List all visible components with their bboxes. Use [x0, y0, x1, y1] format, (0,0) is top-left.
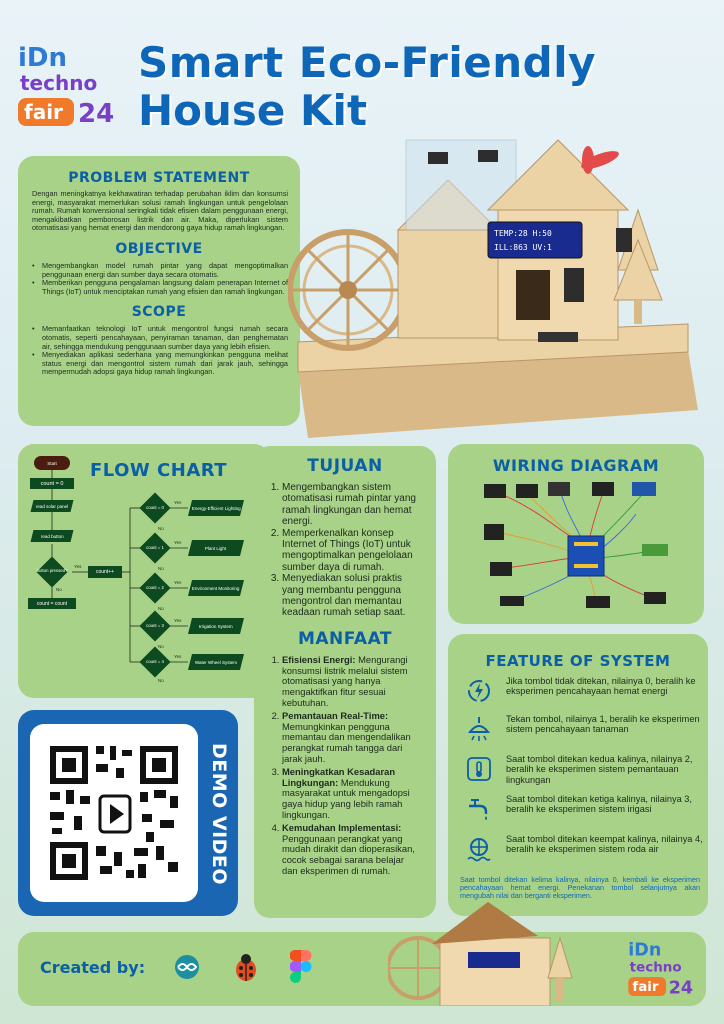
tujuan-list	[254, 482, 436, 619]
flow-read-button: read button	[31, 530, 74, 542]
feature-text: Jika tombol tidak ditekan, nilainya 0, beralih ke eksperimen pencahayaan hemat energi	[506, 676, 696, 697]
created-by-label: Created by:	[40, 958, 146, 977]
svg-text:iDn: iDn	[628, 940, 662, 961]
feature-panel	[448, 634, 708, 916]
feature-heading: FEATURE OF SYSTEM	[485, 652, 671, 670]
feature-text: Tekan tombol, nilainya 1, beralih ke eksperimen sistem pencahayaan tanaman	[506, 714, 700, 735]
manfaat-item	[282, 823, 422, 877]
tujuan-item: 3. Menyediakan solusi praktis yang membantu pengguna mengontrol dan memantau keadaan rumah setiap saat.	[282, 573, 422, 619]
demo-video-panel[interactable]	[18, 710, 238, 916]
manfaat-item-text: Memungkinkan pengguna memantau dan mengendalikan perangkat rumah tangga dari jarak jauh.	[282, 720, 411, 765]
thermometer-icon	[466, 756, 492, 782]
svg-text:fair: fair	[632, 979, 659, 996]
techno-fair-logo	[16, 40, 120, 132]
demo-video-label: DEMO VIDEO	[208, 742, 231, 886]
logo-year: 24	[78, 99, 115, 129]
flow-count-init: count = 0	[30, 478, 74, 489]
qr-code-pattern	[30, 724, 198, 902]
feature-note: Saat tombol ditekan kelima kalinya, nilainya 0, kembali ke eksperimen pencahayaan hemat energi. Penekanan tombol selanjutnya akan mengubah nilai dan berganti eksperimen.	[460, 875, 700, 900]
lamp-icon	[466, 716, 492, 742]
ladybug-icon	[232, 952, 260, 982]
feature-item	[458, 754, 702, 792]
scope-item: • Memanfaatkan teknologi IoT untuk mengontrol fungsi rumah secara otomatis, seperti pencahayaan, penyiraman tanaman, dan penghematan air, sehingga mendukung penggunaan sumber daya yang lebih efisien.	[32, 325, 288, 351]
water-wheel	[290, 232, 406, 348]
scope-list	[18, 325, 300, 377]
house-kit-illustration	[288, 120, 708, 450]
feature-item	[458, 676, 702, 714]
flow-condition: count = 3	[146, 623, 164, 628]
flowchart-panel	[18, 444, 270, 698]
techno-fair-logo-footer	[626, 938, 698, 1000]
energy-cycle-icon	[466, 678, 492, 704]
manfaat-item-text: Penggunaan perangkat yang mudah dirakit dan dioperasikan, cocok sebagai sarana belajar dan eksperimen di rumah.	[282, 832, 415, 877]
tujuan-item: 1. Mengembangkan sistem otomatisasi rumah pintar yang ramah lingkungan dan hemat energi.	[282, 482, 422, 528]
flow-yes: Yes	[174, 500, 182, 505]
manfaat-item-title: Efisiensi Energi:	[282, 653, 356, 665]
tujuan-heading: TUJUAN	[307, 456, 383, 476]
wiring-panel	[448, 444, 704, 624]
lcd-line1: TEMP:28 H:50	[494, 229, 552, 238]
flow-no: No	[158, 526, 164, 531]
objective-heading: OBJECTIVE	[115, 240, 203, 257]
flow-no: No	[158, 678, 164, 683]
manfaat-item-title: Pemantauan Real-Time:	[282, 709, 389, 721]
feature-item	[458, 834, 702, 872]
feature-text: Saat tombol ditekan ketiga kalinya, nilainya 3, beralih ke eksperimen sistem irigasi	[506, 794, 692, 815]
feature-text: Saat tombol ditekan keempat kalinya, nilainya 4, beralih ke eksperimen sistem roda air	[506, 834, 703, 855]
feature-item	[458, 714, 702, 752]
feature-item	[458, 794, 702, 832]
objective-item: • Memberikan pengguna pengalaman langsung dalam penerapan Internet of Things (IoT) untuk menciptakan rumah yang efisien dan ramah lingkungan.	[32, 279, 288, 296]
manfaat-item-title: Meningkatkan Kesadaran Lingkungan:	[282, 765, 396, 788]
flow-read-solar: read solar panel	[31, 500, 74, 512]
flow-condition: count = 0	[146, 505, 164, 510]
logo-idn: iDn	[18, 43, 68, 73]
flow-yes: Yes	[174, 654, 182, 659]
flow-output: Environment Monitoring	[188, 580, 244, 596]
manfaat-item	[282, 711, 422, 765]
svg-text:techno: techno	[629, 959, 682, 976]
wiring-heading: WIRING DIAGRAM	[492, 456, 660, 475]
flow-output: Irrigation System	[188, 618, 244, 634]
tujuan-item: 2. Memperkenalkan konsep Internet of Things (IoT) untuk mengoptimalkan pengelolaan sumber daya di rumah.	[282, 528, 422, 574]
flow-yes: Yes	[174, 618, 182, 623]
flow-output: Water Wheel System	[188, 654, 244, 670]
flow-output: Plant Light	[188, 540, 244, 556]
manfaat-item	[282, 655, 422, 709]
logo-techno: techno	[20, 71, 98, 95]
qr-code[interactable]	[30, 724, 198, 902]
problem-heading: PROBLEM STATEMENT	[68, 170, 250, 186]
svg-text:24: 24	[668, 978, 694, 999]
feature-text: Saat tombol ditekan kedua kalinya, nilainya 2, beralih ke eksperimen sistem pemantauan lingkungan	[506, 754, 693, 785]
flow-condition: count = 1	[146, 545, 164, 550]
wiring-diagram-illustration	[476, 478, 676, 618]
logo-fair: fair	[24, 100, 63, 124]
manfaat-heading: MANFAAT	[297, 628, 393, 649]
manfaat-item-text: Mengurangi konsumsi listrik melalui sistem otomatisasi yang hanya mengaktifkan fitur sesuai kebutuhan.	[282, 653, 408, 709]
footer-panel	[18, 932, 706, 1006]
objective-item: • Mengembangkan model rumah pintar yang dapat mengoptimalkan penggunaan energi dan sumber daya secara otomatis.	[32, 262, 288, 279]
manfaat-item-title: Kemudahan Implementasi:	[282, 821, 402, 833]
problem-panel	[18, 156, 300, 426]
lcd-line2: ILL:863 UV:1	[494, 243, 552, 252]
flow-no: No	[158, 566, 164, 571]
objective-list	[18, 262, 300, 296]
flow-condition: count = 4	[146, 659, 164, 664]
manfaat-list	[254, 655, 436, 877]
problem-text: Dengan meningkatnya kekhawatiran terhadap perubahan iklim dan konsumsi energi, masyarakat memerlukan solusi ramah lingkungan untuk pengelolaan rumah. Rumah konvensional seringkali tidak efisien dalam penggunaan energi, mengakibatkan pemborosan listrik dan air. Maka, diperlukan sistem otomatisasi yang hemat energi dan mendorong gaya hidup ramah lingkungan.	[32, 189, 288, 233]
arduino-icon	[174, 954, 200, 980]
scope-heading: SCOPE	[131, 304, 187, 321]
small-house-illustration	[388, 898, 588, 1006]
flow-no: No	[158, 606, 164, 611]
flow-yes: Yes	[174, 540, 182, 545]
manfaat-item-text: Mendukung masyarakat untuk mengadopsi gaya hidup yang lebih ramah lingkungan.	[282, 776, 410, 821]
water-wheel-icon	[466, 836, 492, 862]
flowchart-heading: FLOW CHART	[90, 460, 228, 481]
flow-no: No	[56, 587, 62, 592]
tujuan-panel	[254, 446, 436, 918]
flow-yes: Yes	[74, 564, 82, 569]
page-title-line2: House Kit	[138, 86, 368, 135]
manfaat-item	[282, 767, 422, 821]
figma-icon	[290, 950, 312, 984]
faucet-icon	[466, 796, 492, 822]
page-title-line1: Smart Eco-Friendly	[138, 38, 596, 87]
flow-yes: Yes	[174, 580, 182, 585]
flow-output: Energy-Efficient Lighting	[188, 500, 244, 516]
flow-reset: count = count	[28, 598, 76, 609]
scope-item: • Menyediakan aplikasi sederhana yang memungkinkan pengguna melihat status energi dan mengontrol sistem rumah dari jarak jauh, sehingga mempermudah adopsi gaya hidup ramah lingkungan.	[32, 351, 288, 377]
flow-condition: count = 2	[146, 585, 164, 590]
flow-start: Start	[34, 456, 70, 470]
flow-decision-label: button pressed?	[36, 568, 68, 573]
flow-no: No	[158, 644, 164, 649]
flow-increment: count++	[88, 566, 122, 578]
